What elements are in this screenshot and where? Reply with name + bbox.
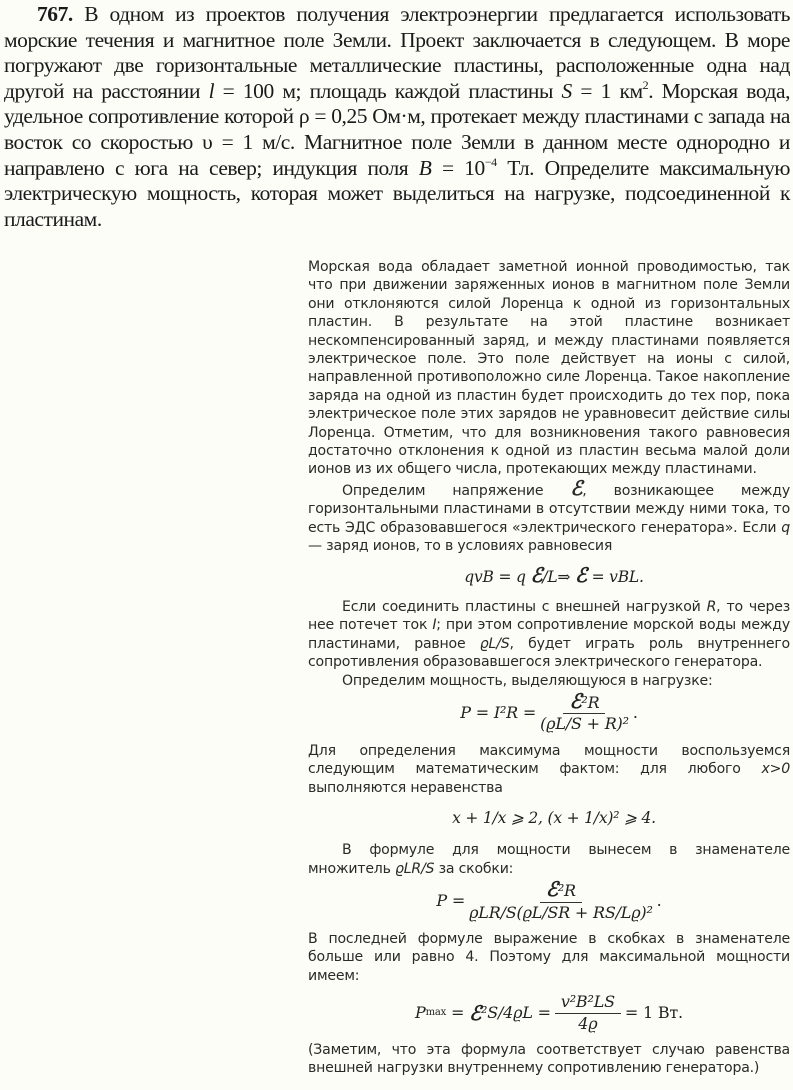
var-b: B — [418, 155, 432, 180]
equation-max-power: P max = ℰ ²S/4ϱL = $\frac{\text{v²B²LS}}{4ϱ}$ = 1 Вт. — [415, 992, 683, 1033]
problem-statement — [4, 2, 790, 232]
text: , возникающее между горизонтальными пластинами в отсутствии между ними тока, то есть ЭДС образовавшегося «электрического генератора». Если — [308, 482, 790, 536]
problem-text: . Морская вода, удельное сопротивление которой ρ = 0,25 Ом·м, протекает между пластинами с запада на восток со скоростью υ = 1 м/с. Магнитное поле Земли в данном месте однородно и направлено с юга на север; индукция поля — [4, 78, 791, 180]
eq-part: P — [415, 1002, 426, 1022]
subscript-max: max — [425, 1006, 447, 1018]
expr-rho-l-s: ϱL/S — [479, 635, 510, 652]
emf-symbol: ℰ — [570, 475, 583, 500]
eq-part: /L⇒ — [542, 567, 575, 586]
solution — [308, 258, 790, 1078]
problem-text: В одном из проектов получения электроэнергии предлагается использовать морские течения и магнитное поле Земли. Проект заключается в следующем. В море погружают две горизонтальные металлические пластины, расположенные одна над другой на расстоянии — [4, 2, 790, 103]
denominator: ϱLR/S(ϱL/SR + RS/Lϱ)² — [469, 902, 653, 922]
emf-symbol: ℰ — [469, 1000, 481, 1025]
var-s: S — [561, 78, 572, 103]
emf-symbol: ℰ — [575, 562, 587, 587]
equation-inequality: x + 1/x ⩾ 2, (x + 1/x)² ⩾ 4. — [452, 808, 656, 827]
equation-equilibrium — [308, 562, 790, 587]
equation-power-factored — [308, 877, 790, 922]
eq-part: ²S/4ϱL = — [481, 1002, 551, 1022]
text: выполняются неравенства — [308, 779, 503, 796]
fraction — [555, 993, 621, 1033]
eq-part: P = I²R = — [460, 702, 537, 722]
text: за скобки: — [434, 860, 514, 877]
denominator: 4ϱ — [578, 1013, 598, 1033]
problem-text: = 100 м; площадь каждой пластины — [214, 78, 562, 103]
fraction — [540, 688, 629, 734]
fraction — [469, 877, 653, 922]
expr-x-gt-0: x>0 — [761, 761, 790, 778]
exponent: −4 — [484, 154, 497, 169]
emf-symbol: ℰ — [545, 877, 558, 902]
solution-paragraph-2 — [308, 475, 790, 556]
numerator — [563, 688, 605, 714]
var-q: q — [781, 519, 790, 536]
eq-part: P = — [436, 890, 466, 910]
eq-part: qvB = q — [464, 567, 531, 586]
text: Определим напряжение — [342, 482, 571, 499]
period: . — [656, 890, 662, 910]
result-value: = 1 Вт. — [624, 1002, 683, 1022]
problem-number: 767. — [37, 2, 73, 26]
solution-paragraph-5 — [308, 742, 790, 797]
problem-text: = 1 км — [571, 78, 643, 103]
emf-symbol: ℰ — [569, 688, 582, 713]
var-i: I — [432, 617, 437, 634]
expr-rho-lr-s: ϱLR/S — [395, 860, 435, 877]
period: . — [632, 702, 638, 722]
solution-paragraph-1: Морская вода обладает заметной ионной проводимостью, так что при движении заряженных ионов в магнитном поле Земли они отклоняются силой Лоренца к одной из горизонтальных пластин. В результате на этой пластине возникает нескомпенсированный заряд, и между пластинами появляется электрическое поле. Это поле действует на ионы с силой, направленной противоположно силе Лоренца. Такое накопление заряда на одной из пластин будет происходить до тех пор, пока электрическое поле этих зарядов не уравновесит действие силы Лоренца. Отметим, что для возникновения такого равновесия достаточно отклонения к одной из пластин весьма малой доли ионов из их общего числа, протекающих между пластинами. — [308, 259, 790, 478]
text: ; при этом сопротивление морской воды между пластинами, равное — [308, 617, 790, 652]
solution-paragraph-6 — [308, 841, 790, 878]
text: , то через нее потечет ток — [308, 598, 790, 634]
eq-part: = vBL. — [586, 567, 644, 586]
problem-text: = 10 — [431, 155, 485, 180]
exponent: 2 — [642, 77, 649, 92]
text: , будет играть роль внутреннего сопротивления образовавшегося электрического генератора. — [308, 635, 790, 671]
equation-power — [308, 688, 790, 734]
numerator — [540, 877, 582, 902]
problem-text: Тл. Определите максимальную электрическую мощность, которая может выделиться на нагрузке, подсоединенной к пластинам. — [4, 155, 790, 231]
numerator: v²B²LS — [555, 993, 621, 1013]
text: В формуле для мощности вынесем в знаменателе множитель — [308, 842, 790, 877]
emf-symbol: ℰ — [530, 562, 543, 587]
text: — заряд ионов, то в условиях равновесия — [308, 538, 613, 555]
solution-paragraph-4: Определим мощность, выделяющуюся в нагрузке: — [342, 672, 713, 689]
eq-part: ²R — [557, 881, 576, 901]
solution-paragraph-3 — [308, 598, 790, 672]
var-r: R — [706, 598, 717, 615]
solution-paragraph-8: (Заметим, что эта формула соответствует случаю равенства внешней нагрузки внутреннему сопротивлению генератора.) — [308, 1042, 790, 1077]
eq-part: ²R — [581, 692, 600, 712]
var-l: l — [208, 78, 215, 103]
text: Для определения максимума мощности воспользуемся следующим математическим фактом: для любого — [308, 742, 790, 778]
text: Если соединить пластины с внешней нагрузкой — [342, 598, 707, 615]
solution-paragraph-7: В последней формуле выражение в скобках в знаменателе больше или равно 4. Поэтому для максимальной мощности имеем: — [308, 931, 790, 984]
denominator: (ϱL/S + R)² — [540, 714, 629, 734]
